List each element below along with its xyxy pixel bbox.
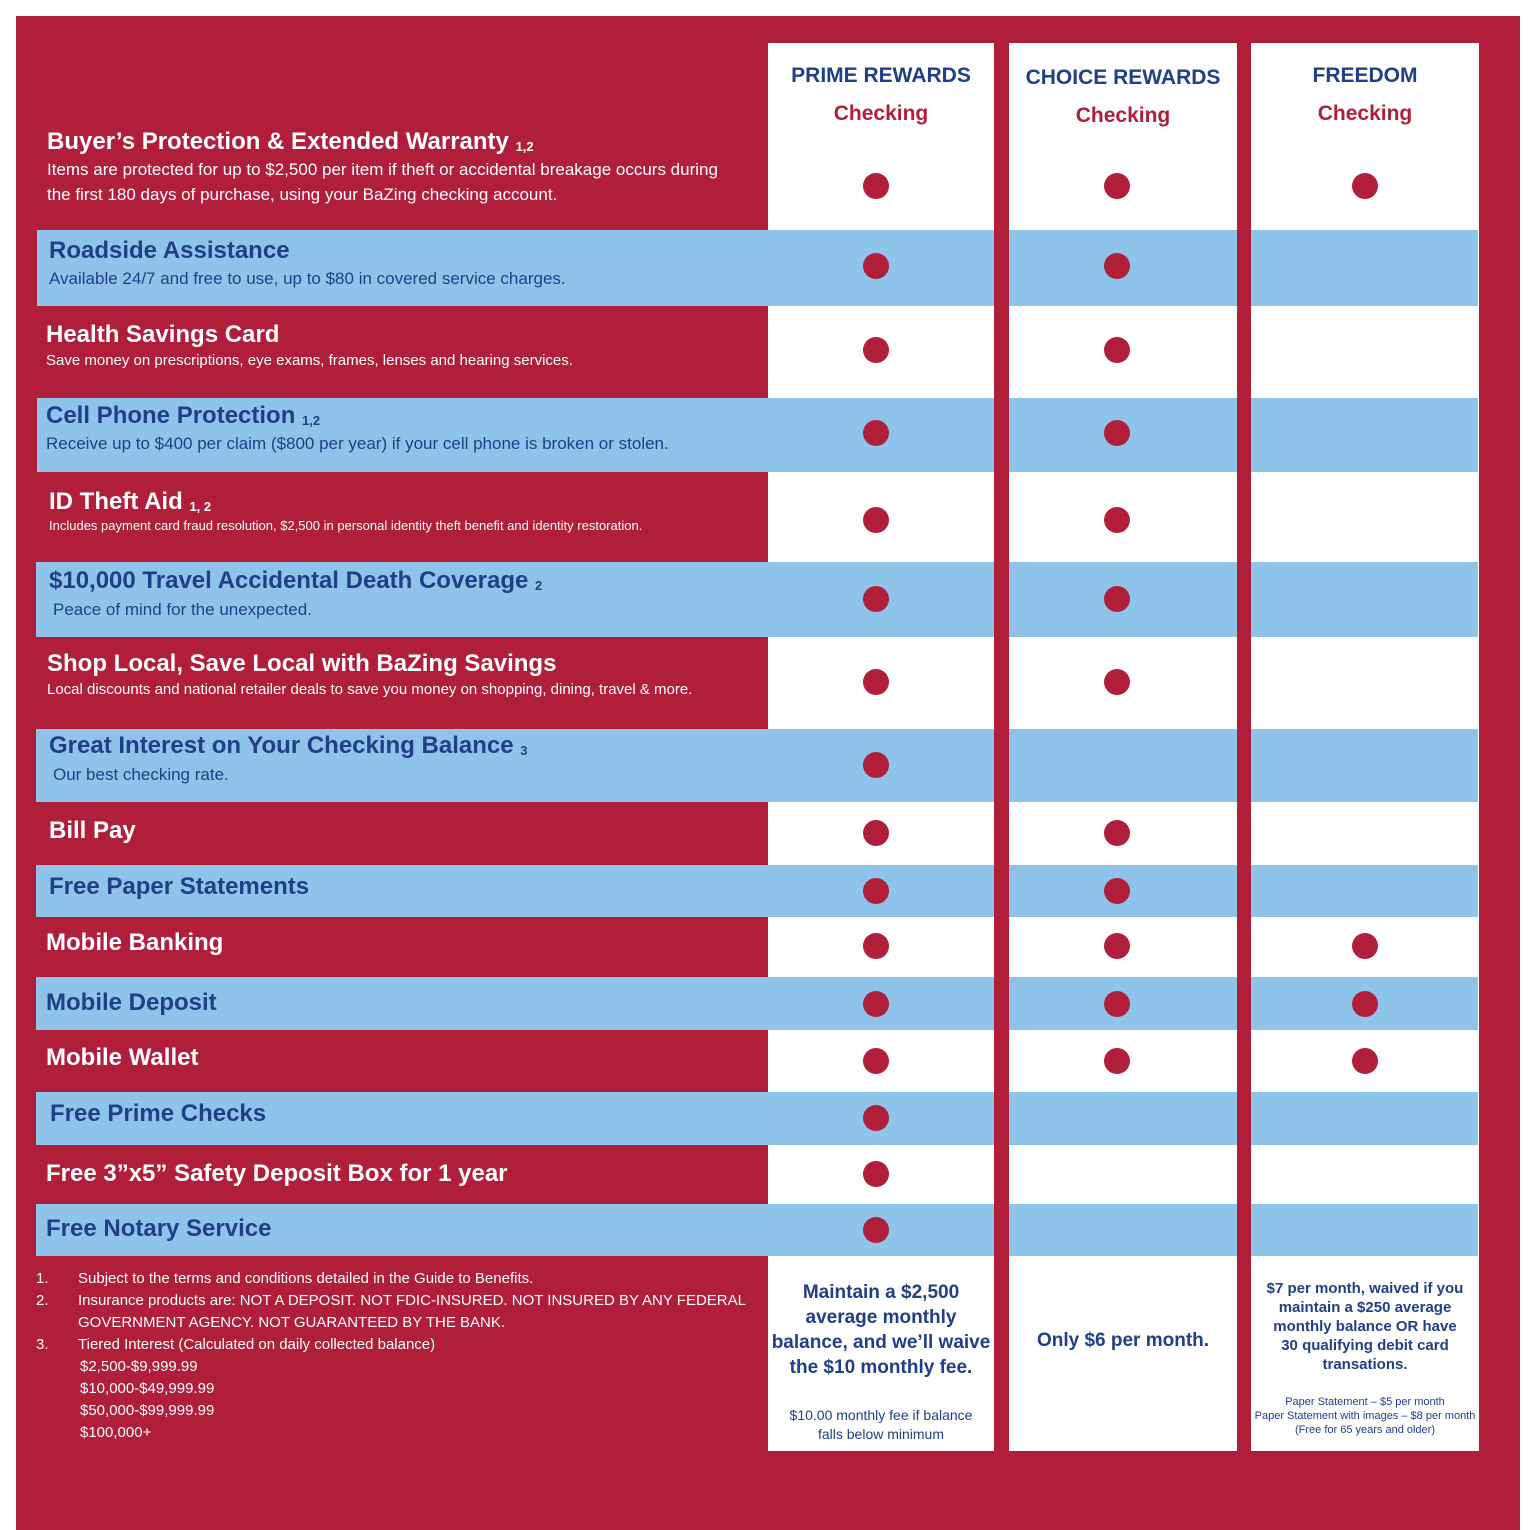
footnote: 1. Subject to the terms and conditions detailed in the Guide to Benefits. (36, 1270, 534, 1287)
feature-title: Free Prime Checks (50, 1100, 267, 1127)
header-subtitle: Checking (833, 102, 929, 125)
feature-title: Free Notary Service (46, 1215, 272, 1242)
feature-title: Free 3”x5” Safety Deposit Box for 1 year (46, 1160, 508, 1187)
choice-fee-terms: Only $6 per month. (1036, 1330, 1210, 1351)
footnote: GOVERNMENT AGENCY. NOT GUARANTEED BY THE BANK. (78, 1314, 506, 1331)
included-dot (1104, 820, 1130, 846)
included-dot (1104, 507, 1130, 533)
feature-title: Mobile Banking (46, 929, 224, 956)
included-dot (1104, 420, 1130, 446)
included-dot (863, 173, 889, 199)
footnote: 2. Insurance products are: NOT A DEPOSIT. NOT FDIC-INSURED. NOT INSURED BY ANY FEDERAL (36, 1292, 746, 1309)
included-dot (1104, 586, 1130, 612)
included-dot (1352, 991, 1378, 1017)
included-dot (863, 878, 889, 904)
freedom-fee-note: Paper Statement – $5 per month Paper Statement with images – $8 per month (Free for 65 years and older) (1254, 1396, 1476, 1436)
feature-description: Available 24/7 and free to use, up to $80 in covered service charges. (49, 269, 566, 288)
header-title: FREEDOM (1312, 64, 1418, 87)
footnote: 3. Tiered Interest (Calculated on daily collected balance) (36, 1336, 436, 1353)
footnote-ref: 1,2 (515, 139, 534, 154)
included-dot (863, 1048, 889, 1074)
header-choice-rewards (1009, 66, 1237, 128)
feature-description: Peace of mind for the unexpected. (53, 600, 312, 619)
included-dot (863, 507, 889, 533)
interest-tier: $100,000+ (80, 1424, 152, 1441)
included-dot (863, 820, 889, 846)
footnote-ref: 2 (535, 578, 543, 593)
feature-description: Includes payment card fraud resolution, $2,500 in personal identity theft benefit and identity restoration. (49, 518, 643, 533)
footnote-ref: 1, 2 (189, 499, 212, 514)
interest-tier: $10,000-$49,999.99 (80, 1380, 215, 1397)
header-freedom (1251, 64, 1479, 126)
included-dot (1352, 1048, 1378, 1074)
header-subtitle: Checking (1075, 104, 1171, 127)
feature-title: Buyer’s Protection & Extended Warranty 1,2 (47, 128, 534, 155)
footnotes (36, 1268, 746, 1444)
interest-tier: $2,500-$9,999.99 (80, 1358, 198, 1375)
header-title: CHOICE REWARDS (1025, 66, 1221, 89)
footnote-ref: 3 (520, 743, 528, 758)
included-dot (863, 991, 889, 1017)
feature-title: Great Interest on Your Checking Balance 3 (49, 732, 528, 759)
included-dot (863, 1161, 889, 1187)
included-dot (863, 1217, 889, 1243)
included-dot (863, 337, 889, 363)
row-band (36, 977, 1478, 1030)
included-dot (1104, 337, 1130, 363)
feature-description: Save money on prescriptions, eye exams, frames, lenses and hearing services. (46, 352, 573, 369)
column-gap (1237, 43, 1251, 1451)
included-dot (863, 1105, 889, 1131)
included-dot (863, 253, 889, 279)
prime-fee-note: $10.00 monthly fee if balance falls below minimum (789, 1407, 973, 1442)
freedom-fee-terms: $7 per month, waived if you maintain a $250 average monthly balance OR have 30 qualifying debit card transations. (1266, 1280, 1464, 1373)
column-gap (994, 43, 1009, 1451)
included-dot (1104, 1048, 1130, 1074)
feature-description: Items are protected for up to $2,500 per item if theft or accidental breakage occurs during (47, 160, 718, 179)
included-dot (863, 420, 889, 446)
included-dot (1104, 669, 1130, 695)
header-title: PRIME REWARDS (791, 64, 971, 87)
feature-description: Local discounts and national retailer deals to save you money on shopping, dining, travel & more. (47, 681, 693, 698)
included-dot (863, 586, 889, 612)
included-dot (1104, 173, 1130, 199)
interest-tier: $50,000-$99,999.99 (80, 1402, 215, 1419)
included-dot (1104, 991, 1130, 1017)
header-prime-rewards (768, 64, 994, 126)
feature-description: the first 180 days of purchase, using your BaZing checking account. (47, 185, 558, 204)
included-dot (1352, 933, 1378, 959)
included-dot (863, 752, 889, 778)
feature-title: Mobile Wallet (46, 1044, 199, 1071)
feature-title: Roadside Assistance (49, 237, 290, 264)
included-dot (863, 669, 889, 695)
feature-title: Mobile Deposit (46, 989, 217, 1016)
included-dot (1104, 878, 1130, 904)
feature-title: Bill Pay (49, 817, 136, 844)
feature-title: Shop Local, Save Local with BaZing Savings (47, 650, 557, 677)
included-dot (1352, 173, 1378, 199)
included-dot (863, 933, 889, 959)
prime-fee-terms: Maintain a $2,500 average monthly balance, and we’ll waive the $10 monthly fee. (771, 1282, 991, 1378)
feature-description: Receive up to $400 per claim ($800 per year) if your cell phone is broken or stolen. (46, 434, 669, 453)
feature-title: ID Theft Aid 1, 2 (49, 488, 212, 515)
feature-title: Cell Phone Protection 1,2 (46, 402, 321, 429)
feature-title: $10,000 Travel Accidental Death Coverage 2 (49, 567, 543, 594)
feature-description: Our best checking rate. (53, 765, 229, 784)
included-dot (1104, 933, 1130, 959)
footnote-ref: 1,2 (302, 413, 321, 428)
included-dot (1104, 253, 1130, 279)
header-subtitle: Checking (1317, 102, 1413, 125)
feature-title: Free Paper Statements (49, 873, 310, 900)
feature-title: Health Savings Card (46, 321, 280, 348)
